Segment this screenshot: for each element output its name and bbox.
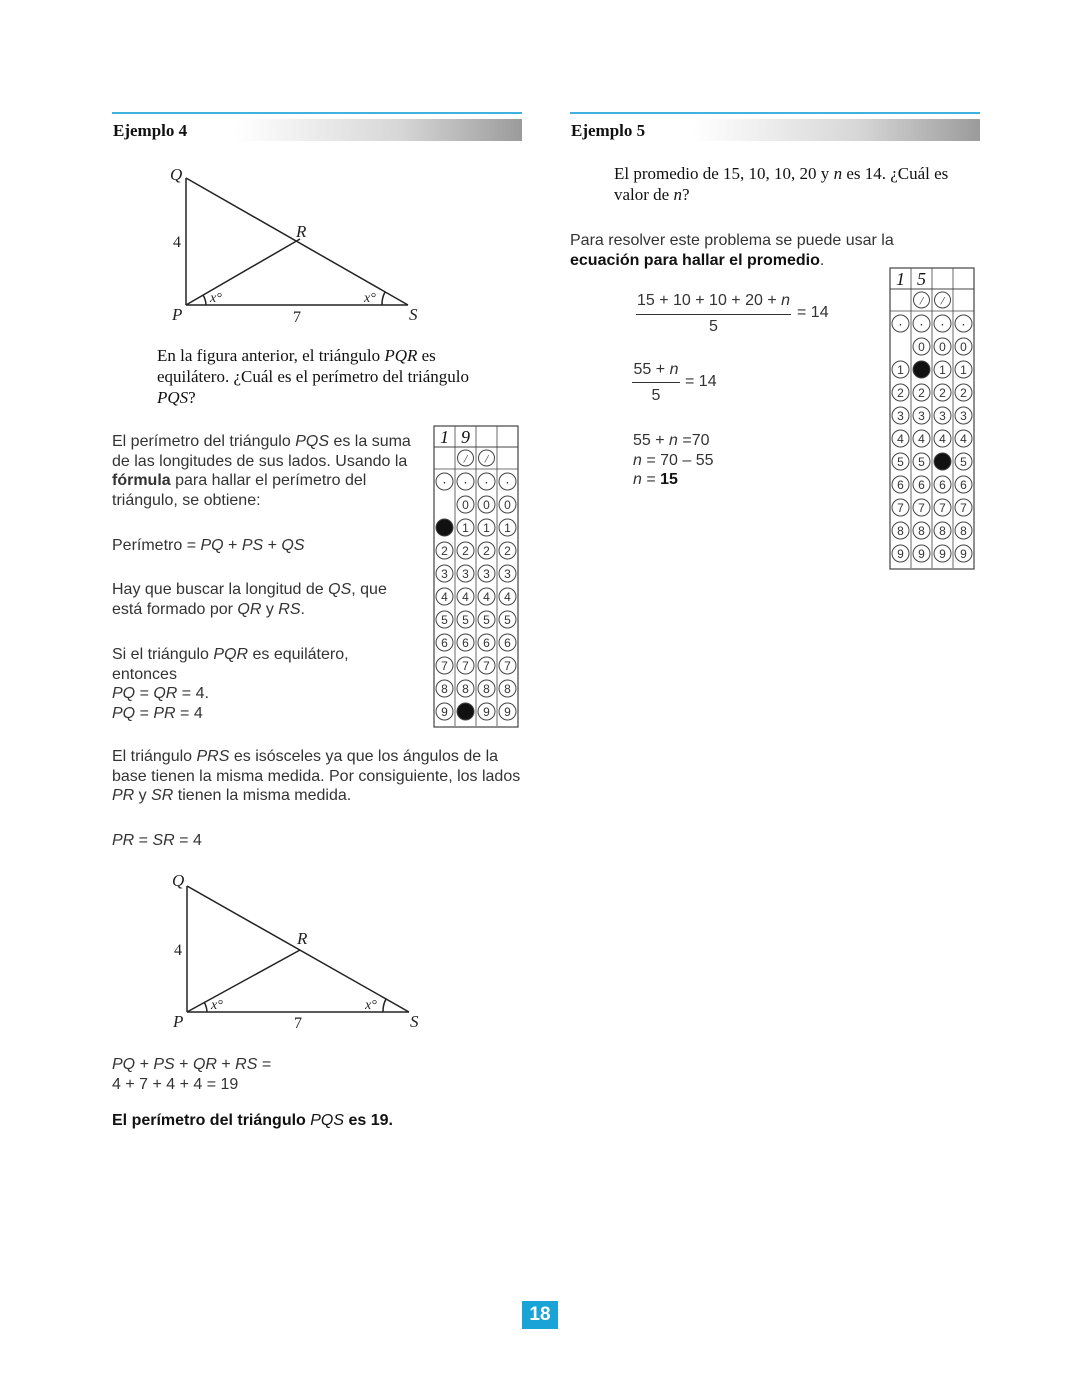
grid4-bubble-6[interactable]: 6 bbox=[504, 636, 511, 650]
grid5-bubble-1[interactable]: 1 bbox=[897, 363, 904, 377]
example4-conclusion: El perímetro del triángulo PQS es 19. bbox=[112, 1112, 393, 1129]
grid4-bubble-5[interactable]: 5 bbox=[441, 613, 448, 627]
grid5-bubble-7[interactable]: 7 bbox=[897, 501, 904, 515]
triangle-figure-2 bbox=[160, 866, 430, 1036]
grid4-bubble-0[interactable]: 0 bbox=[462, 498, 469, 512]
grid4-bubble-5[interactable]: 5 bbox=[462, 613, 469, 627]
grid4-bubble-3[interactable]: 3 bbox=[483, 567, 490, 581]
grid5-bubble-7[interactable]: 7 bbox=[960, 501, 967, 515]
equation-1-fraction-bar bbox=[636, 314, 791, 315]
grid4-bubble-7[interactable]: 7 bbox=[462, 659, 469, 673]
grid4-bubble-decimal[interactable]: . bbox=[484, 470, 489, 487]
grid5-bubble-2[interactable]: 2 bbox=[960, 386, 967, 400]
grid4-bubble-7[interactable]: 7 bbox=[483, 659, 490, 673]
side-pq-label: 4 bbox=[173, 234, 181, 251]
grid4-bubble-decimal[interactable]: . bbox=[463, 470, 468, 487]
grid4-bubble-6[interactable]: 6 bbox=[483, 636, 490, 650]
grid4-bubble-5[interactable]: 5 bbox=[483, 613, 490, 627]
grid5-bubble-8[interactable]: 8 bbox=[960, 524, 967, 538]
grid5-bubble-0[interactable]: 0 bbox=[960, 340, 967, 354]
grid5-bubble-8[interactable]: 8 bbox=[939, 524, 946, 538]
example5-intro: Para resolver este problema se puede usar la ecuación para hallar el promedio. bbox=[570, 232, 894, 269]
sum-equation: PQ + PS + QR + RS = 4 + 7 + 4 + 4 = 19 bbox=[112, 1056, 272, 1093]
grid5-bubble-4[interactable]: 4 bbox=[897, 432, 904, 446]
label-q: Q bbox=[170, 165, 183, 184]
grid5-bubble-decimal[interactable]: . bbox=[898, 312, 903, 329]
grid5-bubble-4[interactable]: 4 bbox=[918, 432, 925, 446]
page-number: 18 bbox=[522, 1301, 558, 1329]
grid5-bubble-7[interactable]: 7 bbox=[918, 501, 925, 515]
grid4-bubble-3[interactable]: 3 bbox=[462, 567, 469, 581]
grid4-bubble-9[interactable]: 9 bbox=[441, 705, 448, 719]
grid4-bubble-decimal[interactable]: . bbox=[505, 470, 510, 487]
equation-2-rhs: = 14 bbox=[685, 373, 717, 390]
side-ps-label-2: 7 bbox=[294, 1015, 302, 1032]
grid5-bubble-0[interactable]: 0 bbox=[918, 340, 925, 354]
grid5-bubble-6[interactable]: 6 bbox=[918, 478, 925, 492]
grid5-bubble-5[interactable]: 5 bbox=[897, 455, 904, 469]
grid5-bubble-decimal[interactable]: . bbox=[961, 312, 966, 329]
grid5-bubble-3[interactable]: 3 bbox=[918, 409, 925, 423]
grid5-bubble-1[interactable]: 1 bbox=[960, 363, 967, 377]
grid5-bubble-2[interactable]: 2 bbox=[918, 386, 925, 400]
example4-paragraph-5: PR = SR = 4 bbox=[112, 832, 202, 849]
label-q-2: Q bbox=[172, 871, 185, 890]
label-r: R bbox=[296, 222, 307, 241]
side-ps-label: 7 bbox=[293, 309, 301, 326]
grid4-bubble-2[interactable]: 2 bbox=[462, 544, 469, 558]
grid4-bubble-8[interactable]: 8 bbox=[483, 682, 490, 696]
grid5-bubble-6[interactable]: 6 bbox=[939, 478, 946, 492]
grid4-fraction-bubble[interactable]: / bbox=[484, 451, 489, 466]
example4-title: Ejemplo 4 bbox=[113, 121, 188, 140]
equation-2-denominator: 5 bbox=[651, 387, 661, 404]
grid4-bubble-3[interactable]: 3 bbox=[504, 567, 511, 581]
example4-paragraph-1: El perímetro del triángulo PQS es la suma de las longitudes de sus lados. Usando la fórmula para hallar el perímetro del triángulo, se obtiene: bbox=[112, 433, 411, 509]
label-p: P bbox=[172, 305, 183, 324]
grid5-bubble-5[interactable]: 5 bbox=[918, 455, 925, 469]
grid4-bubble-4[interactable]: 4 bbox=[483, 590, 490, 604]
grid4-bubble-6[interactable]: 6 bbox=[462, 636, 469, 650]
grid4-svg bbox=[433, 425, 519, 728]
grid4-bubble-6[interactable]: 6 bbox=[441, 636, 448, 650]
label-r-2: R bbox=[297, 929, 308, 948]
grid4-bubble-1[interactable]: 1 bbox=[462, 521, 469, 535]
example5-steps: 55 + n =70 n = 70 – 55 n = 15 bbox=[633, 432, 714, 488]
equation-1-rhs: = 14 bbox=[797, 304, 829, 321]
example4-paragraph-4: El triángulo PRS es isósceles ya que los ángulos de la base tienen la misma medida. Por consiguiente, los lados PR y SR tienen la misma medida. bbox=[112, 748, 521, 804]
grid5-bubble-9[interactable]: 9 bbox=[939, 547, 946, 561]
grid4-bubble-2[interactable]: 2 bbox=[483, 544, 490, 558]
example5-question: El promedio de 15, 10, 10, 20 y n es 14. ¿Cuál es valor de n? bbox=[614, 164, 949, 204]
grid4-bubble-8[interactable]: 8 bbox=[504, 682, 511, 696]
grid5-bubble-3[interactable]: 3 bbox=[939, 409, 946, 423]
grid5-bubble-5[interactable]: 5 bbox=[960, 455, 967, 469]
angle-s-label: x° bbox=[364, 291, 376, 306]
grid5-bubble-2[interactable]: 2 bbox=[897, 386, 904, 400]
grid5-bubble-0[interactable]: 0 bbox=[939, 340, 946, 354]
grid5-bubble-1[interactable]: 1 bbox=[939, 363, 946, 377]
grid4-bubble-4[interactable]: 4 bbox=[441, 590, 448, 604]
label-s-2: S bbox=[410, 1012, 419, 1031]
grid5-bubble-3[interactable]: 3 bbox=[897, 409, 904, 423]
grid4-bubble-7[interactable]: 7 bbox=[504, 659, 511, 673]
grid4-bubble-8[interactable]: 8 bbox=[462, 682, 469, 696]
grid5-bubble-decimal[interactable]: . bbox=[919, 312, 924, 329]
grid5-bubble-4[interactable]: 4 bbox=[960, 432, 967, 446]
grid5-bubble-6[interactable]: 6 bbox=[897, 478, 904, 492]
equation-1-denominator: 5 bbox=[709, 318, 718, 335]
grid4-bubble-0[interactable]: 0 bbox=[483, 498, 490, 512]
equation-2-fraction-bar bbox=[632, 382, 680, 383]
grid4-bubble-1[interactable]: 1 bbox=[483, 521, 490, 535]
grid5-svg bbox=[889, 267, 975, 570]
grid5-bubble-2[interactable]: 2 bbox=[939, 386, 946, 400]
grid5-bubble-7[interactable]: 7 bbox=[939, 501, 946, 515]
grid4-bubble-9[interactable]: 9 bbox=[483, 705, 490, 719]
equation-1-numerator: 15 + 10 + 10 + 20 + n bbox=[636, 292, 791, 309]
grid5-bubble-6[interactable]: 6 bbox=[960, 478, 967, 492]
grid5-fraction-bubble[interactable]: / bbox=[919, 293, 924, 308]
grid5-bubble-8[interactable]: 8 bbox=[918, 524, 925, 538]
example5-title: Ejemplo 5 bbox=[571, 121, 646, 140]
grid5-bubble-9[interactable]: 9 bbox=[897, 547, 904, 561]
angle-s-label-2: x° bbox=[365, 998, 377, 1013]
grid5-written-digit: 5 bbox=[917, 269, 926, 289]
grid4-bubble-4[interactable]: 4 bbox=[462, 590, 469, 604]
grid5-bubble-decimal[interactable]: . bbox=[940, 312, 945, 329]
side-pq-label-2: 4 bbox=[174, 942, 182, 959]
grid5-bubble-3[interactable]: 3 bbox=[960, 409, 967, 423]
example5-header-rule bbox=[570, 112, 980, 114]
example4-paragraph-2: Hay que buscar la longitud de QS, que está formado por QR y RS. bbox=[112, 581, 387, 618]
grid4-written-digit: 9 bbox=[461, 427, 470, 447]
grid4-fraction-bubble[interactable]: / bbox=[463, 451, 468, 466]
grid4-bubble-9[interactable]: 9 bbox=[504, 705, 511, 719]
grid4-bubble-8[interactable]: 8 bbox=[441, 682, 448, 696]
angle-p-label: x° bbox=[210, 291, 222, 306]
answer-grid-example4 bbox=[433, 425, 519, 733]
triangle-figure bbox=[160, 160, 430, 330]
grid5-written-digit: 1 bbox=[896, 269, 905, 289]
label-p-2: P bbox=[173, 1012, 184, 1031]
label-s: S bbox=[409, 305, 418, 324]
grid5-bubble-4[interactable]: 4 bbox=[939, 432, 946, 446]
grid5-bubble-9[interactable]: 9 bbox=[918, 547, 925, 561]
example4-paragraph-3: Si el triángulo PQR es equilátero, entonces PQ = QR = 4. PQ = PR = 4 bbox=[112, 646, 349, 722]
grid4-bubble-5[interactable]: 5 bbox=[504, 613, 511, 627]
grid5-fraction-bubble[interactable]: / bbox=[940, 293, 945, 308]
answer-grid-example5 bbox=[889, 267, 975, 575]
example4-header-rule bbox=[112, 112, 522, 114]
grid4-bubble-2[interactable]: 2 bbox=[504, 544, 511, 558]
grid5-bubble-9[interactable]: 9 bbox=[960, 547, 967, 561]
grid4-bubble-3[interactable]: 3 bbox=[441, 567, 448, 581]
grid4-bubble-decimal[interactable]: . bbox=[442, 470, 447, 487]
grid4-bubble-4[interactable]: 4 bbox=[504, 590, 511, 604]
perimeter-formula: Perímetro = PQ + PS + QS bbox=[112, 537, 305, 554]
grid4-bubble-0[interactable]: 0 bbox=[504, 498, 511, 512]
grid4-bubble-7[interactable]: 7 bbox=[441, 659, 448, 673]
grid4-bubble-1[interactable]: 1 bbox=[504, 521, 511, 535]
angle-p-label-2: x° bbox=[211, 998, 223, 1013]
example4-question: En la figura anterior, el triángulo PQR es equilátero. ¿Cuál es el perímetro del triángulo PQS? bbox=[157, 346, 470, 407]
grid4-written-digit: 1 bbox=[440, 427, 449, 447]
equation-2-numerator: 55 + n bbox=[633, 361, 679, 378]
grid5-bubble-8[interactable]: 8 bbox=[897, 524, 904, 538]
grid4-bubble-2[interactable]: 2 bbox=[441, 544, 448, 558]
